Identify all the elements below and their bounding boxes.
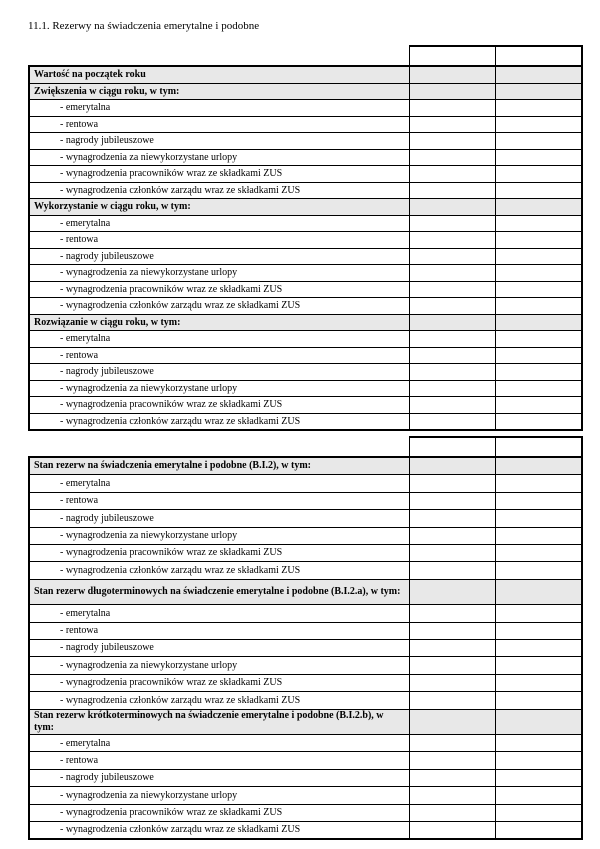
value-cell: [409, 100, 496, 117]
sub-item-label: - emerytalna: [29, 100, 409, 117]
sub-item-row: [29, 397, 582, 414]
sub-item-row: [29, 475, 582, 492]
sub-item-row: [29, 605, 582, 622]
value-cell: [409, 397, 496, 414]
header-value-cell: [496, 46, 583, 66]
sub-item-row: [29, 215, 582, 232]
sub-item-row: [29, 133, 582, 150]
section-row: [29, 199, 582, 216]
value-cell: [409, 298, 496, 315]
sub-item-label: - rentowa: [29, 347, 409, 364]
value-cell: [496, 605, 583, 622]
value-cell: [409, 66, 496, 83]
value-cell: [496, 182, 583, 199]
sub-item-label: - wynagrodzenia pracowników wraz ze składkami ZUS: [29, 281, 409, 298]
value-cell: [409, 735, 496, 752]
sub-item-label: - wynagrodzenia członków zarządu wraz ze składkami ZUS: [29, 562, 409, 579]
value-cell: [409, 380, 496, 397]
value-cell: [496, 622, 583, 639]
section-label: Stan rezerw krótkoterminowych na świadczenie emerytalne i podobne (B.I.2.b), w tym:: [29, 709, 409, 735]
value-cell: [409, 199, 496, 216]
value-cell: [496, 709, 583, 735]
sub-item-row: [29, 265, 582, 282]
value-cell: [409, 692, 496, 709]
value-cell: [496, 640, 583, 657]
value-cell: [409, 527, 496, 544]
sub-item-label: - emerytalna: [29, 605, 409, 622]
sub-item-label: - wynagrodzenia pracowników wraz ze składkami ZUS: [29, 397, 409, 414]
value-cell: [496, 735, 583, 752]
header-spacer: [29, 437, 409, 457]
value-cell: [496, 457, 583, 475]
sub-item-label: - wynagrodzenia pracowników wraz ze składkami ZUS: [29, 544, 409, 561]
sub-item-label: - wynagrodzenia członków zarządu wraz ze składkami ZUS: [29, 298, 409, 315]
header-value-cell: [409, 46, 496, 66]
sub-item-label: - nagrody jubileuszowe: [29, 640, 409, 657]
sub-item-label: - nagrody jubileuszowe: [29, 248, 409, 265]
sub-item-label: - wynagrodzenia pracowników wraz ze składkami ZUS: [29, 804, 409, 821]
value-cell: [496, 822, 583, 840]
sub-item-row: [29, 674, 582, 691]
value-cell: [409, 232, 496, 249]
section-label: Wykorzystanie w ciągu roku, w tym:: [29, 199, 409, 216]
value-cell: [496, 527, 583, 544]
value-cell: [496, 314, 583, 331]
value-cell: [409, 605, 496, 622]
value-cell: [496, 166, 583, 183]
table-1-body: [29, 66, 582, 430]
value-cell: [496, 562, 583, 579]
value-cell: [409, 133, 496, 150]
section-label: Wartość na początek roku: [29, 66, 409, 83]
value-cell: [496, 692, 583, 709]
sub-item-row: [29, 510, 582, 527]
sub-item-row: [29, 116, 582, 133]
value-cell: [496, 674, 583, 691]
section-row: [29, 66, 582, 83]
sub-item-label: - wynagrodzenia pracowników wraz ze składkami ZUS: [29, 674, 409, 691]
value-cell: [409, 83, 496, 100]
value-cell: [409, 215, 496, 232]
sub-item-row: [29, 413, 582, 430]
value-cell: [496, 100, 583, 117]
value-cell: [409, 116, 496, 133]
value-cell: [409, 182, 496, 199]
sub-item-row: [29, 347, 582, 364]
sub-item-label: - emerytalna: [29, 331, 409, 348]
value-cell: [409, 265, 496, 282]
value-cell: [409, 314, 496, 331]
header-value-cell: [409, 437, 496, 457]
sub-item-row: [29, 166, 582, 183]
value-cell: [409, 364, 496, 381]
value-cell: [409, 752, 496, 769]
sub-item-row: [29, 380, 582, 397]
value-cell: [409, 822, 496, 840]
sub-item-label: - wynagrodzenia za niewykorzystane urlopy: [29, 380, 409, 397]
sub-item-label: - nagrody jubileuszowe: [29, 769, 409, 786]
sub-item-label: - wynagrodzenia pracowników wraz ze składkami ZUS: [29, 166, 409, 183]
value-cell: [409, 248, 496, 265]
section-row: [29, 709, 582, 735]
section-label: Rozwiązanie w ciągu roku, w tym:: [29, 314, 409, 331]
value-cell: [496, 298, 583, 315]
sub-item-row: [29, 769, 582, 786]
sub-item-label: - nagrody jubileuszowe: [29, 364, 409, 381]
table-2-body: [29, 457, 582, 839]
value-cell: [496, 331, 583, 348]
sub-item-row: [29, 804, 582, 821]
sub-item-row: [29, 248, 582, 265]
sub-item-label: - rentowa: [29, 232, 409, 249]
sub-item-row: [29, 149, 582, 166]
value-cell: [409, 640, 496, 657]
sub-item-row: [29, 640, 582, 657]
header-row: [29, 46, 582, 66]
value-cell: [496, 787, 583, 804]
section-label: Stan rezerw na świadczenia emerytalne i podobne (B.I.2), w tym:: [29, 457, 409, 475]
value-cell: [496, 347, 583, 364]
value-cell: [409, 149, 496, 166]
value-cell: [496, 804, 583, 821]
value-cell: [409, 331, 496, 348]
sub-item-label: - wynagrodzenia członków zarządu wraz ze składkami ZUS: [29, 413, 409, 430]
sub-item-label: - wynagrodzenia za niewykorzystane urlopy: [29, 657, 409, 674]
header-spacer: [29, 46, 409, 66]
table-header: [29, 46, 582, 66]
section-row: [29, 457, 582, 475]
value-cell: [496, 413, 583, 430]
value-cell: [496, 769, 583, 786]
value-cell: [496, 248, 583, 265]
value-cell: [409, 413, 496, 430]
value-cell: [496, 149, 583, 166]
value-cell: [409, 674, 496, 691]
value-cell: [409, 457, 496, 475]
header-row: [29, 437, 582, 457]
sub-item-label: - wynagrodzenia członków zarządu wraz ze składkami ZUS: [29, 822, 409, 840]
value-cell: [496, 281, 583, 298]
value-cell: [409, 622, 496, 639]
sub-item-label: - rentowa: [29, 116, 409, 133]
value-cell: [496, 492, 583, 509]
value-cell: [496, 199, 583, 216]
value-cell: [496, 510, 583, 527]
section-row: [29, 579, 582, 605]
value-cell: [496, 66, 583, 83]
sub-item-label: - wynagrodzenia za niewykorzystane urlopy: [29, 149, 409, 166]
value-cell: [409, 347, 496, 364]
sub-item-row: [29, 752, 582, 769]
sub-item-row: [29, 281, 582, 298]
sub-item-label: - rentowa: [29, 752, 409, 769]
value-cell: [496, 752, 583, 769]
value-cell: [496, 364, 583, 381]
section-label: Stan rezerw długoterminowych na świadczenie emerytalne i podobne (B.I.2.a), w tym:: [29, 579, 409, 605]
sub-item-label: - emerytalna: [29, 215, 409, 232]
value-cell: [409, 709, 496, 735]
sub-item-row: [29, 735, 582, 752]
sub-item-row: [29, 364, 582, 381]
reserves-balance-table: [28, 436, 583, 840]
section-row: [29, 314, 582, 331]
sub-item-row: [29, 787, 582, 804]
value-cell: [496, 232, 583, 249]
value-cell: [496, 397, 583, 414]
section-label: Zwiększenia w ciągu roku, w tym:: [29, 83, 409, 100]
sub-item-label: - wynagrodzenia za niewykorzystane urlopy: [29, 265, 409, 282]
sub-item-row: [29, 182, 582, 199]
sub-item-label: - wynagrodzenia członków zarządu wraz ze składkami ZUS: [29, 182, 409, 199]
sub-item-row: [29, 562, 582, 579]
sub-item-label: - nagrody jubileuszowe: [29, 133, 409, 150]
value-cell: [496, 83, 583, 100]
sub-item-label: - emerytalna: [29, 475, 409, 492]
sub-item-row: [29, 492, 582, 509]
value-cell: [496, 265, 583, 282]
sub-item-row: [29, 822, 582, 840]
value-cell: [496, 116, 583, 133]
table-header: [29, 437, 582, 457]
value-cell: [496, 544, 583, 561]
sub-item-label: - emerytalna: [29, 735, 409, 752]
sub-item-row: [29, 544, 582, 561]
value-cell: [496, 133, 583, 150]
value-cell: [496, 215, 583, 232]
value-cell: [409, 769, 496, 786]
value-cell: [496, 579, 583, 605]
sub-item-row: [29, 100, 582, 117]
page-title: 11.1. Rezerwy na świadczenia emerytalne i podobne: [28, 20, 260, 32]
section-row: [29, 83, 582, 100]
value-cell: [409, 492, 496, 509]
sub-item-label: - rentowa: [29, 622, 409, 639]
sub-item-row: [29, 692, 582, 709]
value-cell: [409, 787, 496, 804]
value-cell: [409, 579, 496, 605]
sub-item-label: - nagrody jubileuszowe: [29, 510, 409, 527]
sub-item-row: [29, 657, 582, 674]
sub-item-label: - rentowa: [29, 492, 409, 509]
sub-item-row: [29, 298, 582, 315]
value-cell: [409, 166, 496, 183]
sub-item-label: - wynagrodzenia za niewykorzystane urlopy: [29, 787, 409, 804]
value-cell: [409, 562, 496, 579]
sub-item-row: [29, 331, 582, 348]
sub-item-label: - wynagrodzenia za niewykorzystane urlopy: [29, 527, 409, 544]
value-cell: [496, 475, 583, 492]
value-cell: [409, 475, 496, 492]
value-cell: [409, 281, 496, 298]
value-cell: [496, 657, 583, 674]
sub-item-row: [29, 527, 582, 544]
sub-item-label: - wynagrodzenia członków zarządu wraz ze składkami ZUS: [29, 692, 409, 709]
value-cell: [409, 510, 496, 527]
sub-item-row: [29, 232, 582, 249]
sub-item-row: [29, 622, 582, 639]
value-cell: [409, 657, 496, 674]
value-cell: [496, 380, 583, 397]
value-cell: [409, 544, 496, 561]
reserves-movement-table: [28, 45, 583, 431]
value-cell: [409, 804, 496, 821]
header-value-cell: [496, 437, 583, 457]
